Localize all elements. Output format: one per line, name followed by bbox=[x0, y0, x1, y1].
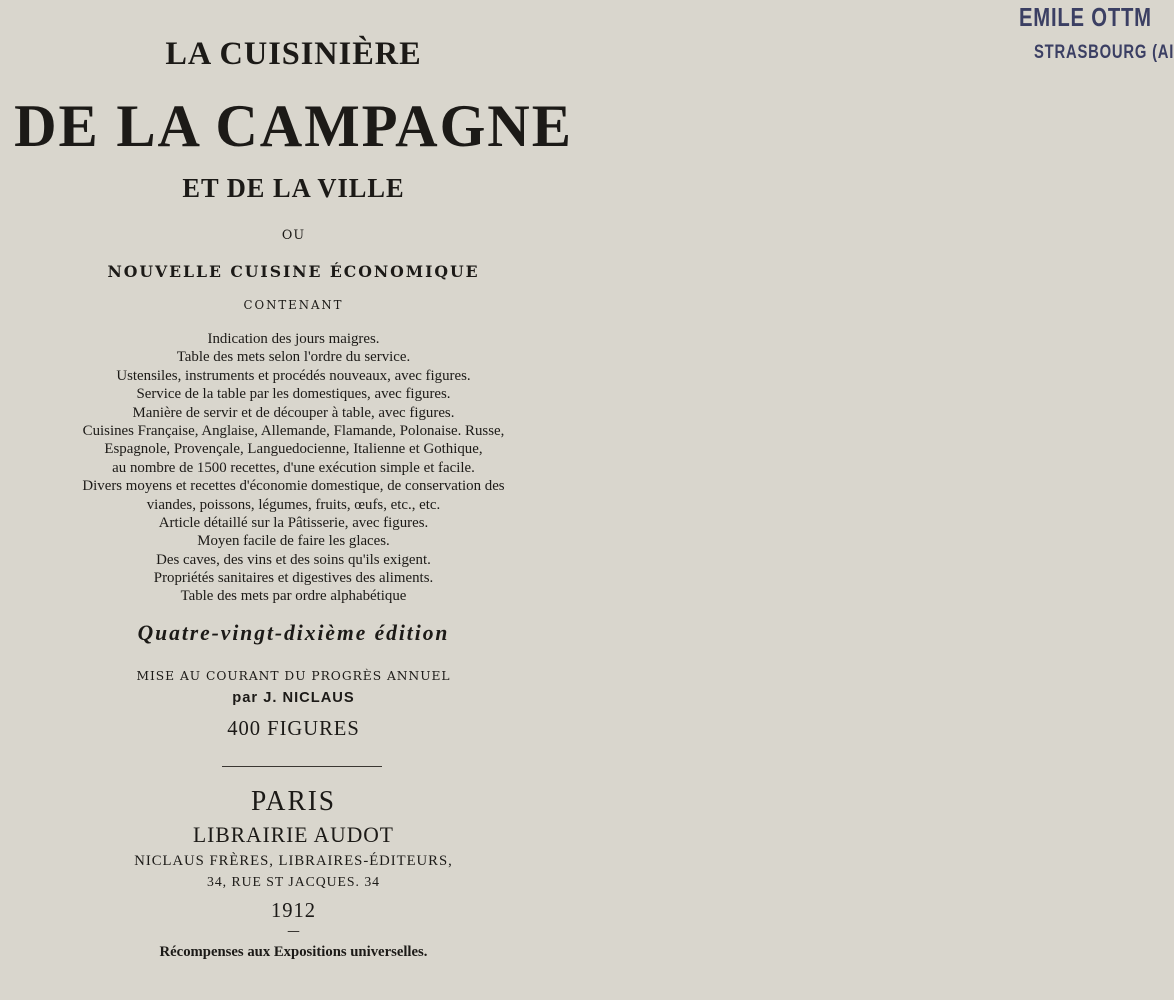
short-dash: — bbox=[287, 924, 300, 939]
imprint-address: 34, RUE ST JACQUES. 34 bbox=[206, 875, 381, 890]
contents-line: Divers moyens et recettes d'économie domestique, de conservation des bbox=[82, 477, 505, 495]
figure-count: 400 FIGURES bbox=[227, 716, 360, 740]
imprint-city: PARIS bbox=[250, 786, 337, 817]
imprint-publishers: NICLAUS FRÈRES, LIBRAIRES-ÉDITEURS, bbox=[134, 853, 453, 869]
imprint-year: 1912 bbox=[270, 898, 317, 922]
contents-list bbox=[0, 330, 587, 606]
contents-line: Propriétés sanitaires et digestives des aliments. bbox=[153, 569, 434, 587]
title-line-2: DE LA CAMPAGNE bbox=[14, 93, 573, 159]
contents-line: Cuisines Française, Anglaise, Allemande, Flamande, Polonaise. Russe, bbox=[82, 421, 505, 439]
title-line-3: ET DE LA VILLE bbox=[182, 173, 405, 203]
contents-line: Table des mets selon l'ordre du service. bbox=[176, 348, 411, 366]
stamp-line-1: EMILE OTTM bbox=[1019, 2, 1152, 32]
contenant-label: CONTENANT bbox=[243, 298, 344, 312]
author: par J. NICLAUS bbox=[232, 689, 355, 706]
contents-line: Indication des jours maigres. bbox=[207, 330, 380, 347]
contents-line: Ustensiles, instruments et procédés nouveaux, avec figures. bbox=[116, 366, 471, 384]
subtitle: NOUVELLE CUISINE ÉCONOMIQUE bbox=[107, 262, 480, 281]
imprint-library: LIBRAIRIE AUDOT bbox=[193, 822, 394, 847]
title-line-1: LA CUISINIÈRE bbox=[165, 36, 422, 72]
contents-line: viandes, poissons, légumes, fruits, œufs, etc., etc. bbox=[146, 495, 441, 513]
edition: Quatre-vingt-dixième édition bbox=[137, 620, 450, 645]
contents-line: Service de la table par les domestiques, avec figures. bbox=[136, 385, 451, 403]
contents-line: Moyen facile de faire les glaces. bbox=[197, 532, 390, 550]
contents-line: Des caves, des vins et des soins qu'ils exigent. bbox=[156, 550, 431, 568]
contents-line: Espagnole, Provençale, Languedocienne, Italienne et Gothique, bbox=[104, 440, 483, 458]
update-note: MISE AU COURANT DU PROGRÈS ANNUEL bbox=[136, 668, 451, 683]
contents-line: Article détaillé sur la Pâtisserie, avec figures. bbox=[158, 513, 429, 531]
awards-note: Récompenses aux Expositions universelles. bbox=[159, 944, 428, 960]
conjunction-ou: OU bbox=[281, 228, 306, 243]
divider-rule bbox=[222, 766, 382, 767]
contents-line: Manière de servir et de découper à table, avec figures. bbox=[132, 403, 455, 421]
contents-line: Table des mets par ordre alphabétique bbox=[180, 587, 407, 605]
contents-line: au nombre de 1500 recettes, d'une exécution simple et facile. bbox=[112, 458, 475, 476]
stamp-line-2: STRASBOURG (AI bbox=[1034, 42, 1174, 63]
